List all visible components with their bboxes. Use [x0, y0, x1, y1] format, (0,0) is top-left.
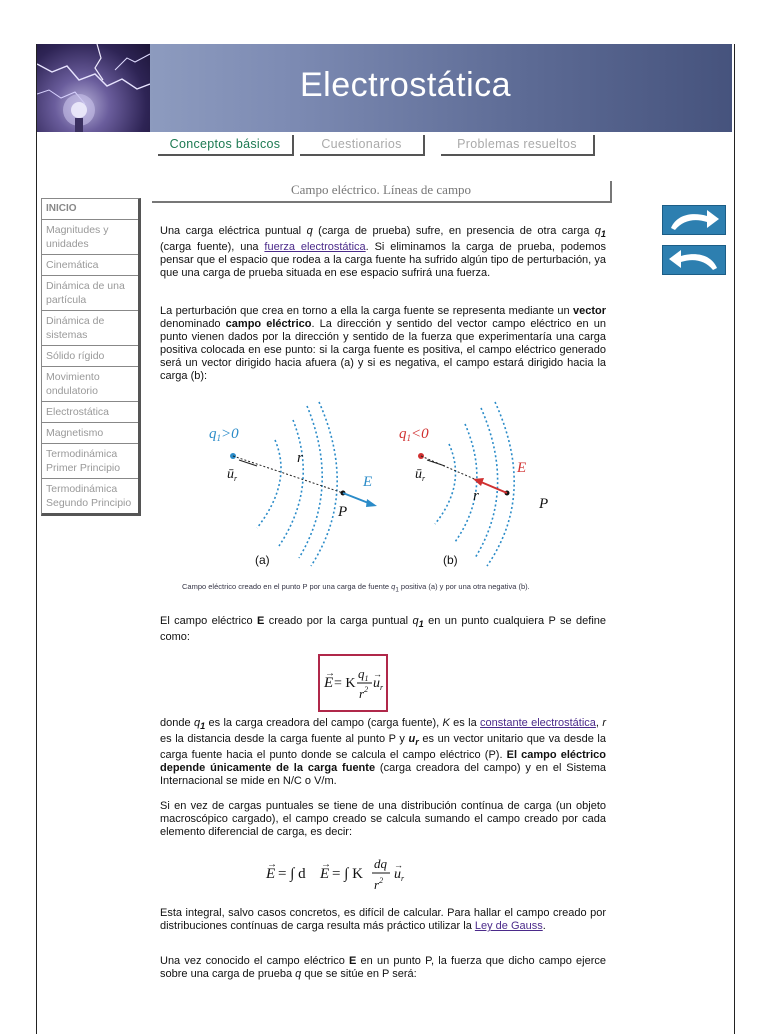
sidebar-item-magnetismo[interactable]: Magnetismo [42, 423, 138, 444]
svg-text:E: E [517, 460, 527, 476]
svg-text:P: P [539, 496, 549, 512]
sidebar-item-termodinamica-segundo[interactable]: Termodinámica Segundo Principio [46, 483, 132, 509]
intro-paragraph: Una carga eléctrica puntual q (carga de prueba) sufre, en presencia de otra carga $q_1$ (carga fuente), una fuerza electrostática. Si eliminamos la carga de prueba, podemos pensar que el espacio que rodea a la carga fuente ha sufrido algún tipo de perturbación, ya que una carga de prueba situada en ese espacio sufrirá una fuerza. [160, 225, 607, 280]
svg-text:r2: $r^2$ [374, 876, 384, 892]
svg-text:→: → [267, 859, 277, 870]
link-fuerza-electrostatica[interactable]: fuerza electrostática [264, 241, 366, 254]
section-title: Campo eléctrico. Líneas de campo [152, 181, 612, 203]
svg-text:= ∫ K: = ∫ K [332, 866, 363, 882]
svg-text:dq: dq [374, 856, 387, 871]
svg-text:= K: = K [334, 676, 356, 691]
svg-text:r2: $r^2$ [359, 685, 369, 701]
sidebar-item-electrostatica[interactable]: Electrostática [42, 402, 138, 423]
page-title: Electrostática [300, 66, 512, 104]
svg-text:E: E [320, 866, 330, 882]
svg-text:P: P [338, 504, 348, 520]
sidebar-item-movimiento-ondulatorio[interactable]: Movimiento ondulatorio [42, 367, 138, 402]
force-paragraph: Una vez conocido el campo eléctrico E en un punto P, la fuerza que dicho campo ejerce sobre una carga de prueba q que se sitúe en P será: [160, 955, 606, 980]
definition-paragraph: donde $q_1$ es la carga creadora del campo (carga fuente), K es la constante electrostática, r es la distancia desde la carga fuente al punto P y $u_r$ es un vector unitario que va desde la carga fuente hacia el punto donde se calcula el campo eléctrico (P). El campo eléctrico depende únicamente de la carga fuente (carga creadora del campo) y en el Sistema Internacional se mide en N/C o V/m. [160, 717, 606, 788]
tab-problemas-resueltos[interactable]: Problemas resueltos [441, 135, 595, 156]
sidebar-item-dinamica-particula[interactable]: Dinámica de una partícula [42, 276, 138, 311]
svg-text:→: → [394, 860, 403, 870]
tab-conceptos-basicos[interactable]: Conceptos básicos [158, 135, 294, 156]
sidebar-item-solido-rigido[interactable]: Sólido rígido [42, 346, 138, 367]
svg-text:q1: $q_1$ [358, 666, 369, 683]
svg-text:r: r [473, 488, 479, 504]
point-charge-paragraph: El campo eléctrico E creado por la carga puntual $q_1$ en un punto cualquiera P se define como: [160, 615, 607, 644]
electric-field-figure [195, 400, 585, 575]
arrow-right-icon [663, 206, 725, 234]
svg-text:→: → [325, 668, 335, 679]
figure-caption: Campo eléctrico creado en el punto P por una carga de fuente $q_1$ positiva (a) y por una otra negativa (b). [182, 582, 530, 594]
lightning-logo [37, 44, 150, 132]
svg-text:ur: $u_r$ [394, 867, 405, 883]
svg-text:= ∫ d: = ∫ d [278, 866, 306, 882]
svg-text:q1>0: $q_1>0$ [209, 426, 239, 443]
field-definition-paragraph: La perturbación que crea en torno a ella la carga fuente se representa mediante un vector denominado campo eléctrico. La dirección y sentido del vector campo eléctrico en un punto vienen dados por la dirección y sentido de la fuerza que experimentaría una carga positiva colocada en ese punto: si la carga fuente es positiva, el campo eléctrico generado será un vector dirigido hacia afuera (a) y si es negativa, el campo estará dirigido hacia la carga (b): [160, 305, 606, 382]
svg-text:(a): (a) [255, 553, 270, 567]
svg-text:ur: $u_r$ [373, 676, 384, 692]
svg-text:→: → [321, 859, 331, 870]
sidebar-item-magnitudes[interactable]: Magnitudes y unidades [42, 220, 138, 255]
integral-formula [262, 846, 432, 896]
sidebar-item-cinematica[interactable]: Cinemática [42, 255, 138, 276]
svg-text:E: E [266, 866, 276, 882]
svg-text:ūr: $ū_r$ [415, 467, 426, 483]
svg-text:E: E [324, 675, 334, 691]
sidebar-item-inicio[interactable]: INICIO [42, 199, 138, 220]
continuous-distribution-paragraph: Si en vez de cargas puntuales se tiene de una distribución contínua de carga (un objeto macroscópico cargado), el campo creado se calcula sumando el campo creado por cada elemento diferencial de carga, es decir: [160, 800, 606, 838]
svg-text:ūr: $ū_r$ [227, 467, 238, 483]
sidebar-menu [41, 198, 141, 516]
arrow-left-icon [663, 246, 725, 274]
sidebar-item-termodinamica-primer[interactable]: Termodinámica Primer Principio [42, 444, 138, 479]
svg-text:→: → [373, 669, 382, 679]
link-constante-electrostatica[interactable]: constante electrostática [480, 717, 596, 729]
svg-text:(b): (b) [443, 553, 458, 567]
next-page-button[interactable] [662, 205, 726, 235]
tab-cuestionarios[interactable]: Cuestionarios [300, 135, 425, 156]
svg-text:r: r [297, 450, 303, 466]
svg-text:E: E [363, 474, 373, 490]
sidebar-item-dinamica-sistemas[interactable]: Dinámica de sistemas [42, 311, 138, 346]
link-ley-de-gauss[interactable]: Ley de Gauss [474, 920, 543, 932]
electric-field-formula [318, 654, 388, 712]
previous-page-button[interactable] [662, 245, 726, 275]
svg-text:q1<0: $q_1<0$ [399, 426, 429, 443]
integral-note-paragraph: Esta integral, salvo casos concretos, es difícil de calcular. Para hallar el campo creado por distribuciones contínuas de carga resulta más práctico utilizar la Ley de Gauss. [160, 907, 606, 932]
